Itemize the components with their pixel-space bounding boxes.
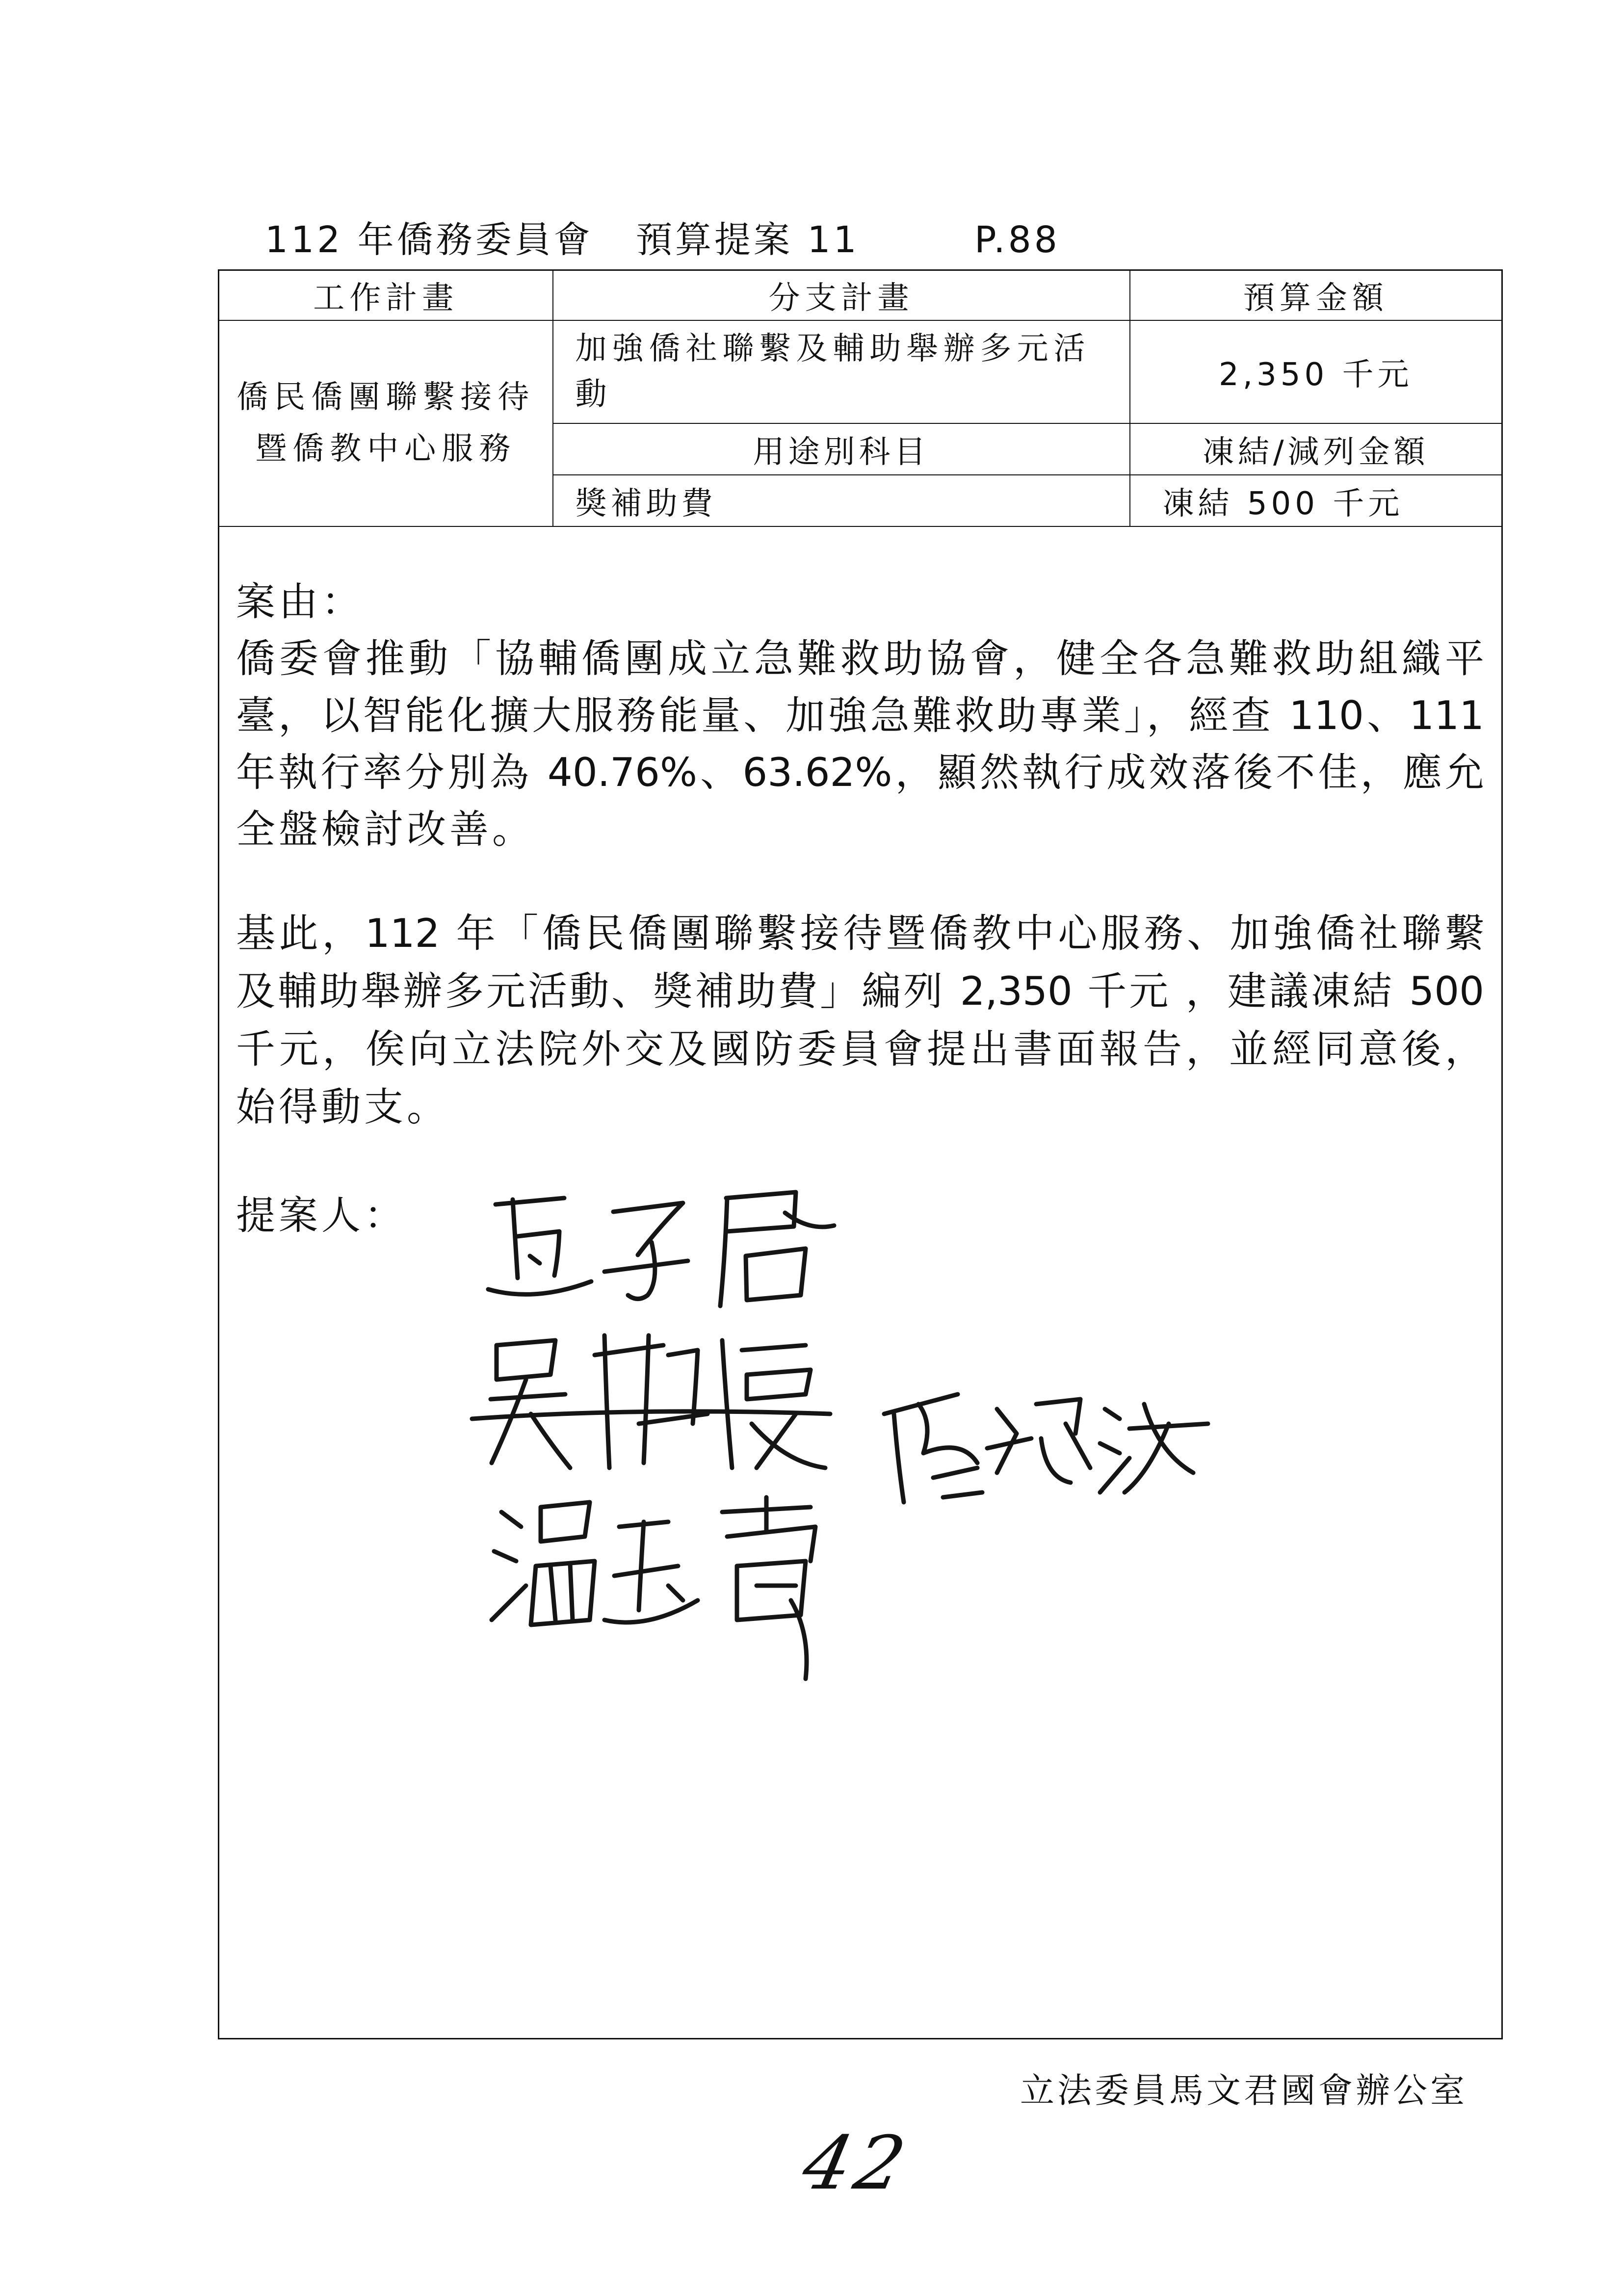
resolution-line: 千元，俟向立法院外交及國防委員會提出書面報告，並經同意後， (236, 1026, 1484, 1072)
resolution-line: 及輔助舉辦多元活動、獎補助費」編列 2,350 千元 ，建議凍結 500 (236, 968, 1484, 1014)
freeze-header-cell (1130, 423, 1502, 475)
resolution-line: 始得動支。 (236, 1084, 449, 1130)
freeze-amount-cell (1130, 475, 1502, 526)
page-number: 42 (795, 2121, 917, 2206)
resolution-line: 基此，112 年「僑民僑團聯繫接待暨僑教中心服務、加強僑社聯繫 (236, 911, 1484, 956)
header-budget-amount: 預算金額 (1130, 270, 1502, 321)
work-plan-line: 暨僑教中心服務 (255, 431, 517, 467)
reason-line: 僑委會推動「協輔僑團成立急難救助協會，健全各急難救助組織平 (236, 636, 1484, 681)
branch-plan-cell (553, 320, 1130, 423)
proposer-label: 提案人： (236, 1193, 407, 1238)
work-plan-cell (219, 320, 553, 526)
subject-value: 獎補助費 (575, 485, 717, 522)
proposal-body-cell (219, 526, 1502, 2039)
reason-line: 臺，以智能化擴大服務能量、加強急難救助專業」，經查 110、111 (236, 693, 1484, 738)
table-body-row (219, 526, 1502, 2039)
document-title: 112 年僑務委員會 (265, 219, 593, 261)
proposal-form-table (218, 269, 1503, 2039)
header-branch-plan: 分支計畫 (553, 270, 1130, 321)
freeze-amount-value: 凍結 500 千元 (1162, 485, 1404, 522)
subject-header-cell (553, 423, 1130, 475)
reason-label: 案由： (236, 579, 364, 625)
budget-amount-value: 2,350 千元 (1218, 357, 1413, 393)
budget-amount-cell (1130, 320, 1502, 423)
branch-plan-line: 動 (575, 376, 612, 413)
proposal-number: 預算提案 11 (636, 219, 860, 261)
reason-line: 年執行率分別為 40.76%、63.62%，顯然執行成效落後不佳，應允 (236, 750, 1484, 795)
page-reference: P.88 (974, 219, 1060, 261)
freeze-header: 凍結/減列金額 (1202, 434, 1429, 470)
office-footer: 立法委員馬文君國會辦公室 (1020, 2070, 1467, 2111)
table-row (219, 320, 1502, 423)
branch-plan-line: 加強僑社聯繫及輔助舉辦多元活 (575, 331, 1091, 367)
subject-header: 用途別科目 (753, 434, 930, 470)
reason-section (236, 574, 1484, 858)
reason-line: 全盤檢討改善。 (236, 807, 535, 852)
subject-cell (553, 475, 1130, 526)
table-header-row (219, 270, 1502, 321)
resolution-section (236, 905, 1484, 1136)
header-work-plan: 工作計畫 (219, 270, 553, 321)
work-plan-line: 僑民僑團聯繫接待 (236, 379, 535, 416)
